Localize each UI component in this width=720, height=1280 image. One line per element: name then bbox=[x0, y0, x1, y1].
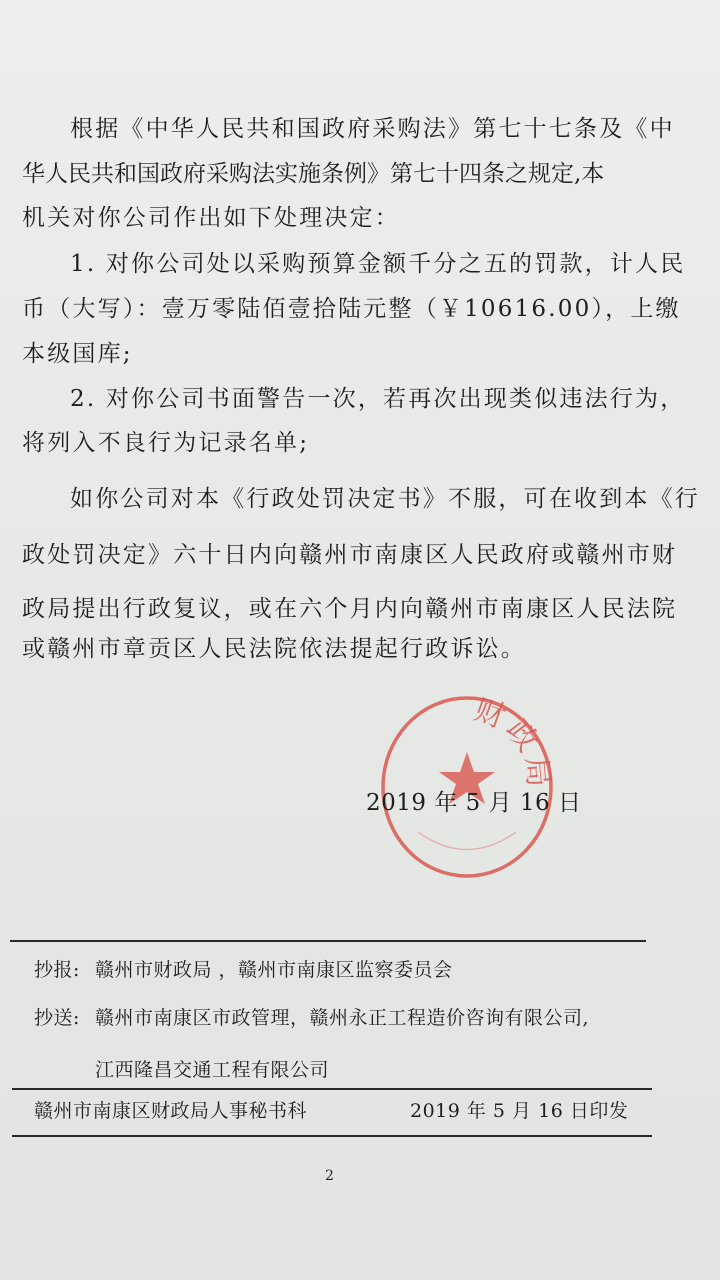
body-line-1: 根据《中华人民共和国政府采购法》第七十七条及《中 bbox=[70, 116, 675, 142]
body-line-3: 机关对你公司作出如下处理决定： bbox=[22, 205, 400, 231]
body-line-7: 2. 对你公司书面警告一次，若再次出现类似违法行为， bbox=[70, 386, 686, 412]
report-to: 赣州市财政局 ，赣州市南康区监察委员会 bbox=[95, 959, 453, 981]
body-line-10: 政处罚决定》六十日内向赣州市南康区人民政府或赣州市财 bbox=[22, 542, 678, 568]
signature-date: 2019 年 5 月 16 日 bbox=[366, 790, 582, 816]
body-line-2-text: 华人民共和国政府采购法实施条例》第七十四条之规定,本 bbox=[22, 161, 605, 187]
seal-text: 财政局 bbox=[469, 692, 556, 793]
body-line-6: 本级国库; bbox=[22, 341, 133, 367]
copy-label: 抄送: bbox=[34, 1007, 80, 1029]
copy-to-line-1: 赣州市南康区市政管理，赣州永正工程造价咨询有限公司, bbox=[95, 1007, 590, 1029]
body-line-11: 政局提出行政复议，或在六个月内向赣州市南康区人民法院 bbox=[22, 596, 678, 622]
body-line-4: 1. 对你公司处以采购预算金额千分之五的罚款，计人民 bbox=[70, 251, 686, 277]
footer-issuer: 赣州市南康区财政局人事秘书科 bbox=[34, 1100, 308, 1122]
body-line-8: 将列入不良行为记录名单; bbox=[22, 430, 310, 456]
report-label: 抄报: bbox=[34, 959, 80, 981]
divider-middle bbox=[12, 1088, 652, 1090]
copy-to-line-2: 江西隆昌交通工程有限公司 bbox=[95, 1059, 330, 1081]
body-line-5: 币（大写）：壹万零陆佰壹拾陆元整（￥10616.00），上缴 bbox=[22, 296, 681, 322]
body-line-12: 或赣州市章贡区人民法院依法提起行政诉讼。 bbox=[22, 636, 526, 662]
seal-inner-arc-icon bbox=[418, 832, 516, 850]
body-line-9: 如你公司对本《行政处罚决定书》不服，可在收到本《行 bbox=[70, 486, 700, 512]
divider-bottom bbox=[12, 1135, 652, 1137]
divider-top bbox=[10, 940, 646, 942]
page-number: 2 bbox=[325, 1168, 334, 1184]
official-seal bbox=[378, 692, 556, 882]
body-line-2 bbox=[22, 159, 634, 189]
footer-issue-date: 2019 年 5 月 16 日印发 bbox=[410, 1100, 629, 1122]
